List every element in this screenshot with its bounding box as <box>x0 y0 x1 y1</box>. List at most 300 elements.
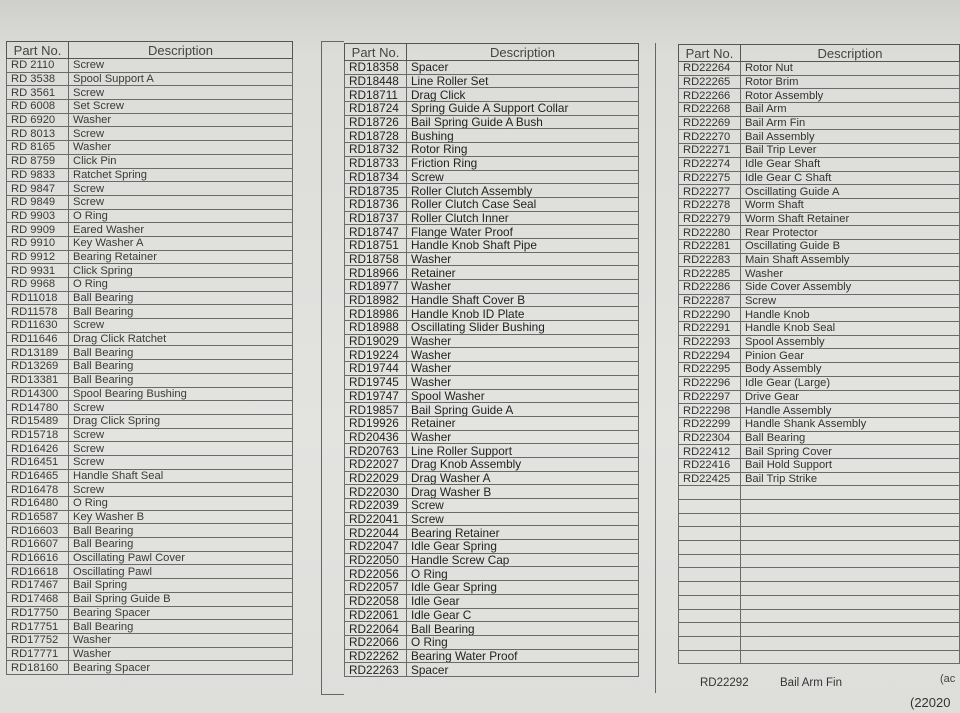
part-description: Washer <box>407 334 639 348</box>
table-row <box>7 113 293 127</box>
table-row <box>7 332 293 346</box>
table-row <box>679 458 960 472</box>
table-row <box>7 620 293 634</box>
part-no-header: Part No. <box>7 42 69 59</box>
part-description: Handle Screw Cap <box>407 553 639 567</box>
part-description: Washer <box>407 348 639 362</box>
table-row <box>7 524 293 538</box>
table-row <box>679 171 960 185</box>
empty-cell <box>679 486 741 500</box>
table-row <box>7 551 293 565</box>
description-header: Description <box>407 44 639 61</box>
part-number: RD18358 <box>345 61 407 75</box>
table-row <box>7 291 293 305</box>
part-number: RD18728 <box>345 129 407 143</box>
part-description: Rotor Ring <box>407 143 639 157</box>
part-description: Screw <box>407 499 639 513</box>
table-row <box>345 499 639 513</box>
part-number: RD22285 <box>679 267 741 281</box>
table-row <box>7 647 293 661</box>
part-number: RD18726 <box>345 115 407 129</box>
footer-note: (ac <box>940 673 956 685</box>
part-number: RD 9849 <box>7 195 69 209</box>
part-description: Bearing Spacer <box>69 606 293 620</box>
empty-cell <box>740 636 959 650</box>
part-number: RD18711 <box>345 88 407 102</box>
part-number: RD18448 <box>345 74 407 88</box>
description-header: Description <box>69 42 293 59</box>
part-number: RD19926 <box>345 416 407 430</box>
empty-row <box>679 595 960 609</box>
part-number: RD16465 <box>7 469 69 483</box>
part-number: RD22280 <box>679 226 741 240</box>
table-row <box>7 168 293 182</box>
part-description: Bail Spring Guide A Bush <box>407 115 639 129</box>
footer-part-number: RD22292 <box>700 677 749 689</box>
part-number: RD 9833 <box>7 168 69 182</box>
table-row <box>679 75 960 89</box>
part-description: Line Roller Support <box>407 444 639 458</box>
table-row <box>679 62 960 76</box>
part-number: RD 3538 <box>7 72 69 86</box>
part-description: Drag Click Spring <box>69 414 293 428</box>
part-description: Washer <box>407 362 639 376</box>
table-row <box>345 102 639 116</box>
table-row <box>345 115 639 129</box>
table-row <box>7 305 293 319</box>
part-number: RD22425 <box>679 472 741 486</box>
table-row <box>7 442 293 456</box>
part-number: RD22283 <box>679 253 741 267</box>
part-number: RD22265 <box>679 75 741 89</box>
part-description: Idle Gear <box>407 594 639 608</box>
part-description: Screw <box>69 455 293 469</box>
table-row <box>345 348 639 362</box>
part-description: Washer <box>69 647 293 661</box>
part-number: RD18732 <box>345 143 407 157</box>
table-row <box>345 252 639 266</box>
table-row <box>345 416 639 430</box>
column-gutter <box>655 43 678 693</box>
table-row <box>7 373 293 387</box>
part-number: RD16451 <box>7 455 69 469</box>
part-number: RD22029 <box>345 471 407 485</box>
part-description: Screw <box>740 294 959 308</box>
table-row <box>345 540 639 554</box>
part-number: RD 2110 <box>7 59 69 73</box>
empty-cell <box>740 582 959 596</box>
part-description: Key Washer B <box>69 510 293 524</box>
table-row <box>679 363 960 377</box>
part-description: Friction Ring <box>407 156 639 170</box>
part-number: RD16426 <box>7 442 69 456</box>
part-description: Idle Gear C <box>407 608 639 622</box>
part-number: RD 3561 <box>7 86 69 100</box>
part-number: RD22275 <box>679 171 741 185</box>
part-number: RD22297 <box>679 390 741 404</box>
part-description: Main Shaft Assembly <box>740 253 959 267</box>
part-description: Click Pin <box>69 154 293 168</box>
part-number: RD22287 <box>679 294 741 308</box>
part-number: RD22266 <box>679 89 741 103</box>
table-row <box>345 430 639 444</box>
table-row <box>7 59 293 73</box>
part-number: RD16616 <box>7 551 69 565</box>
table-row <box>345 143 639 157</box>
part-description: Washer <box>740 267 959 281</box>
part-description: Set Screw <box>69 100 293 114</box>
part-number: RD22039 <box>345 499 407 513</box>
table-row <box>7 127 293 141</box>
part-description: Ball Bearing <box>69 373 293 387</box>
table-row <box>679 253 960 267</box>
table-row <box>345 622 639 636</box>
table-row <box>345 457 639 471</box>
table-row <box>345 170 639 184</box>
empty-cell <box>740 609 959 623</box>
part-number: RD22056 <box>345 567 407 581</box>
part-no-header: Part No. <box>679 45 741 62</box>
table-row <box>7 414 293 428</box>
part-description: Ball Bearing <box>69 524 293 538</box>
part-description: Washer <box>407 252 639 266</box>
part-description: Roller Clutch Inner <box>407 211 639 225</box>
part-number: RD19029 <box>345 334 407 348</box>
table-row <box>679 89 960 103</box>
table-row <box>7 250 293 264</box>
table-row <box>345 197 639 211</box>
part-number: RD22277 <box>679 185 741 199</box>
part-number: RD11018 <box>7 291 69 305</box>
table-row <box>345 389 639 403</box>
column-gutter <box>321 41 344 695</box>
part-description: Handle Knob Seal <box>740 322 959 336</box>
part-description: Screw <box>69 86 293 100</box>
part-description: Handle Knob Shaft Pipe <box>407 238 639 252</box>
part-description: Handle Shank Assembly <box>740 417 959 431</box>
table-row <box>7 223 293 237</box>
table-row <box>7 319 293 333</box>
part-description: Bail Trip Strike <box>740 472 959 486</box>
part-description: Screw <box>69 483 293 497</box>
table-row <box>345 362 639 376</box>
part-description: Bail Trip Lever <box>740 144 959 158</box>
empty-cell <box>679 527 741 541</box>
part-description: Screw <box>407 512 639 526</box>
empty-cell <box>679 500 741 514</box>
table-row <box>7 565 293 579</box>
table-row <box>679 431 960 445</box>
part-description: Bail Arm <box>740 103 959 117</box>
table-row <box>7 633 293 647</box>
empty-cell <box>740 650 959 664</box>
table-row <box>7 154 293 168</box>
table-row <box>345 663 639 677</box>
table-row <box>345 211 639 225</box>
empty-row <box>679 582 960 596</box>
table-row <box>345 238 639 252</box>
part-description: Idle Gear Shaft <box>740 157 959 171</box>
part-description: O Ring <box>69 497 293 511</box>
table-row <box>345 307 639 321</box>
table-row <box>7 278 293 292</box>
empty-cell <box>679 595 741 609</box>
part-number: RD22061 <box>345 608 407 622</box>
part-number: RD22294 <box>679 349 741 363</box>
parts-table-1 <box>6 41 293 675</box>
part-description: Rear Protector <box>740 226 959 240</box>
parts-table-3 <box>678 44 960 664</box>
table-row <box>7 236 293 250</box>
part-description: Worm Shaft <box>740 198 959 212</box>
empty-cell <box>740 541 959 555</box>
footer-description: Bail Arm Fin <box>780 677 842 689</box>
part-description: Flange Water Proof <box>407 225 639 239</box>
empty-cell <box>740 500 959 514</box>
part-description: Handle Assembly <box>740 404 959 418</box>
part-description: Ball Bearing <box>69 305 293 319</box>
table-row <box>345 553 639 567</box>
part-number: RD 8165 <box>7 141 69 155</box>
table-row <box>7 428 293 442</box>
part-description: O Ring <box>69 278 293 292</box>
part-description: Retainer <box>407 266 639 280</box>
part-description: Ball Bearing <box>407 622 639 636</box>
part-number: RD17752 <box>7 633 69 647</box>
part-description: Idle Gear (Large) <box>740 376 959 390</box>
table-row <box>7 72 293 86</box>
table-row <box>7 538 293 552</box>
part-description: Screw <box>69 401 293 415</box>
table-row <box>679 322 960 336</box>
part-description: Spool Assembly <box>740 335 959 349</box>
part-number: RD18724 <box>345 102 407 116</box>
part-number: RD22066 <box>345 635 407 649</box>
part-description: Body Assembly <box>740 363 959 377</box>
part-number: RD22278 <box>679 198 741 212</box>
table-row <box>345 512 639 526</box>
part-description: Bearing Retainer <box>407 526 639 540</box>
table-row <box>7 387 293 401</box>
part-number: RD20763 <box>345 444 407 458</box>
table-row <box>7 579 293 593</box>
part-description: Click Spring <box>69 264 293 278</box>
table-row <box>7 264 293 278</box>
table-row <box>7 401 293 415</box>
part-description: Spacer <box>407 61 639 75</box>
empty-cell <box>679 636 741 650</box>
part-description: Screw <box>69 59 293 73</box>
part-number: RD11630 <box>7 319 69 333</box>
part-number: RD 9909 <box>7 223 69 237</box>
part-number: RD18751 <box>345 238 407 252</box>
table-row <box>345 485 639 499</box>
table-row <box>345 444 639 458</box>
table-row <box>345 266 639 280</box>
part-number: RD19744 <box>345 362 407 376</box>
part-number: RD17468 <box>7 592 69 606</box>
table-row <box>7 592 293 606</box>
part-number: RD16480 <box>7 497 69 511</box>
part-description: Drag Click Ratchet <box>69 332 293 346</box>
part-description: Washer <box>69 113 293 127</box>
part-number: RD22299 <box>679 417 741 431</box>
part-number: RD22064 <box>345 622 407 636</box>
part-description: Bail Hold Support <box>740 458 959 472</box>
part-description: Washer <box>407 375 639 389</box>
part-number: RD22286 <box>679 281 741 295</box>
table-row <box>7 195 293 209</box>
part-number: RD18733 <box>345 156 407 170</box>
table-row <box>7 455 293 469</box>
part-number: RD19224 <box>345 348 407 362</box>
part-description: Idle Gear C Shaft <box>740 171 959 185</box>
part-description: Spring Guide A Support Collar <box>407 102 639 116</box>
part-description: Side Cover Assembly <box>740 281 959 295</box>
part-number: RD16478 <box>7 483 69 497</box>
table-row <box>345 649 639 663</box>
table-row <box>345 156 639 170</box>
part-description: Screw <box>407 170 639 184</box>
part-description: Drag Washer A <box>407 471 639 485</box>
part-number: RD18986 <box>345 307 407 321</box>
part-description: Screw <box>69 428 293 442</box>
empty-cell <box>679 541 741 555</box>
table-row <box>679 294 960 308</box>
part-number: RD22416 <box>679 458 741 472</box>
part-number: RD16618 <box>7 565 69 579</box>
table-row <box>679 185 960 199</box>
empty-row <box>679 513 960 527</box>
table-row <box>7 346 293 360</box>
part-number: RD18758 <box>345 252 407 266</box>
empty-cell <box>679 582 741 596</box>
part-description: Ratchet Spring <box>69 168 293 182</box>
part-description: Roller Clutch Assembly <box>407 184 639 198</box>
part-description: Ball Bearing <box>69 346 293 360</box>
part-description: Ball Bearing <box>69 620 293 634</box>
part-description: Bail Arm Fin <box>740 116 959 130</box>
table-row <box>7 606 293 620</box>
part-description: Drag Washer B <box>407 485 639 499</box>
part-number: RD 9903 <box>7 209 69 223</box>
empty-cell <box>740 513 959 527</box>
part-number: RD22057 <box>345 581 407 595</box>
part-number: RD 6920 <box>7 113 69 127</box>
table-row <box>345 61 639 75</box>
empty-row <box>679 623 960 637</box>
part-number: RD22262 <box>345 649 407 663</box>
part-description: Washer <box>69 633 293 647</box>
part-number: RD16587 <box>7 510 69 524</box>
table-row <box>345 74 639 88</box>
table-row <box>679 404 960 418</box>
table-row <box>7 469 293 483</box>
part-number: RD22291 <box>679 322 741 336</box>
empty-cell <box>740 595 959 609</box>
table-row <box>345 403 639 417</box>
table-row <box>679 267 960 281</box>
part-no-header: Part No. <box>345 44 407 61</box>
part-description: Oscillating Guide A <box>740 185 959 199</box>
part-number: RD18982 <box>345 293 407 307</box>
table-row <box>345 280 639 294</box>
table-row <box>679 308 960 322</box>
table-row <box>345 225 639 239</box>
part-number: RD16603 <box>7 524 69 538</box>
part-number: RD22030 <box>345 485 407 499</box>
table-row <box>679 212 960 226</box>
part-number: RD22270 <box>679 130 741 144</box>
part-number: RD22274 <box>679 157 741 171</box>
part-description: Screw <box>69 195 293 209</box>
part-description: Bushing <box>407 129 639 143</box>
table-row <box>679 157 960 171</box>
table-row <box>679 376 960 390</box>
part-number: RD17750 <box>7 606 69 620</box>
table-row <box>7 483 293 497</box>
part-number: RD 9931 <box>7 264 69 278</box>
part-number: RD11578 <box>7 305 69 319</box>
table-row <box>7 661 293 675</box>
part-number: RD22047 <box>345 540 407 554</box>
part-description: Roller Clutch Case Seal <box>407 197 639 211</box>
part-number: RD 9912 <box>7 250 69 264</box>
part-number: RD18160 <box>7 661 69 675</box>
table-row <box>679 144 960 158</box>
table-row <box>345 567 639 581</box>
empty-cell <box>679 554 741 568</box>
part-description: Handle Shaft Cover B <box>407 293 639 307</box>
table-row <box>345 471 639 485</box>
part-number: RD 9968 <box>7 278 69 292</box>
part-description: Bail Spring <box>69 579 293 593</box>
part-number: RD18747 <box>345 225 407 239</box>
part-description: Drive Gear <box>740 390 959 404</box>
part-number: RD 9847 <box>7 182 69 196</box>
part-description: Handle Knob <box>740 308 959 322</box>
table-row <box>345 129 639 143</box>
part-number: RD22304 <box>679 431 741 445</box>
part-number: RD22269 <box>679 116 741 130</box>
table-row <box>679 281 960 295</box>
part-description: O Ring <box>407 567 639 581</box>
part-number: RD19747 <box>345 389 407 403</box>
table-row <box>345 635 639 649</box>
part-number: RD18735 <box>345 184 407 198</box>
part-number: RD13269 <box>7 360 69 374</box>
part-description: Washer <box>69 141 293 155</box>
table-row <box>7 182 293 196</box>
table-row <box>7 510 293 524</box>
part-description: Screw <box>69 319 293 333</box>
empty-row <box>679 554 960 568</box>
part-description: O Ring <box>69 209 293 223</box>
part-description: Handle Knob ID Plate <box>407 307 639 321</box>
part-number: RD22263 <box>345 663 407 677</box>
empty-cell <box>679 609 741 623</box>
table-row <box>345 526 639 540</box>
part-description: Oscillating Slider Bushing <box>407 321 639 335</box>
empty-row <box>679 527 960 541</box>
empty-cell <box>740 486 959 500</box>
part-number: RD22041 <box>345 512 407 526</box>
part-number: RD14300 <box>7 387 69 401</box>
table-row <box>679 130 960 144</box>
part-description: Pinion Gear <box>740 349 959 363</box>
empty-row <box>679 636 960 650</box>
part-number: RD17467 <box>7 579 69 593</box>
